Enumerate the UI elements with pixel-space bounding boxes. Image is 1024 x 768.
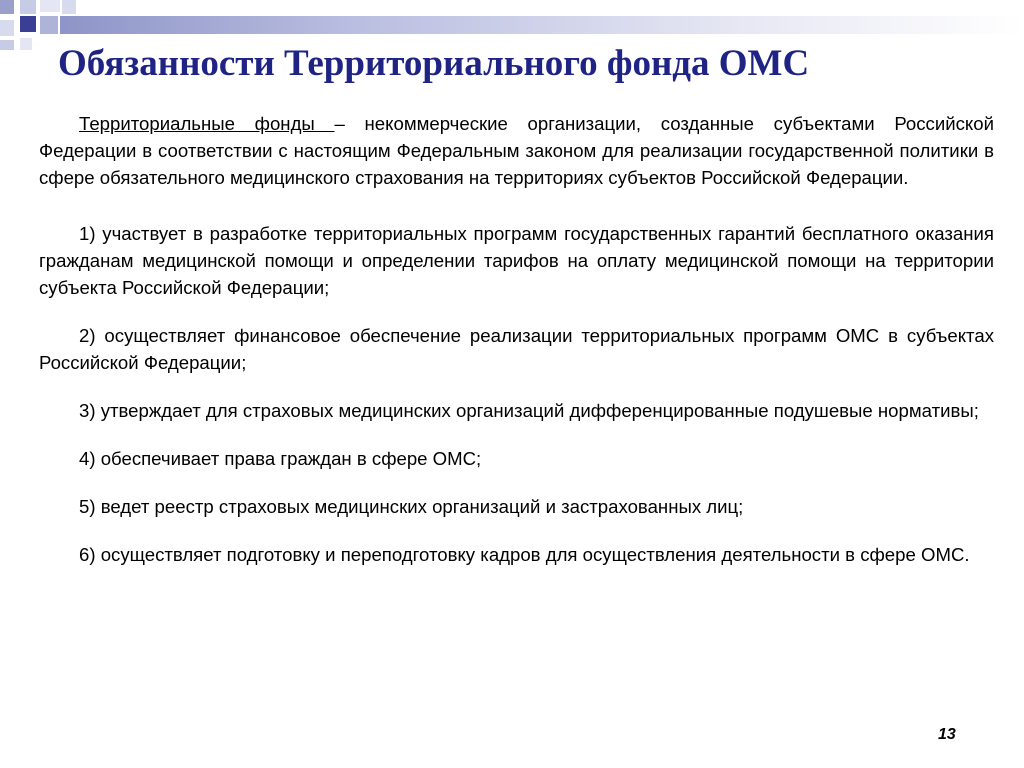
list-item: 3) утверждает для страховых медицинских организаций дифференцированные подушевые нормативы; bbox=[79, 400, 979, 421]
decor-square bbox=[0, 40, 14, 50]
slide-body bbox=[39, 110, 994, 589]
decor-square bbox=[20, 38, 32, 50]
decor-square bbox=[62, 0, 76, 14]
intro-text: – некоммерческие организации, созданные субъектами Российской Федерации в соответствии с настоящим Федеральным законом для реализации государственной политики в сфере обязательного медицинского страхования на территориях субъектов Российской Федерации. bbox=[39, 113, 994, 188]
decor-square bbox=[40, 16, 58, 34]
intro-term: Территориальные фонды bbox=[79, 113, 335, 134]
title-gradient-bar bbox=[60, 16, 1024, 34]
decor-square bbox=[20, 0, 36, 14]
page-number: 13 bbox=[938, 726, 956, 743]
decor-square bbox=[20, 16, 36, 32]
decor-square bbox=[40, 0, 60, 12]
intro-paragraph bbox=[39, 110, 994, 191]
decor-square bbox=[0, 20, 14, 36]
slide-title: Обязанности Территориального фонда ОМС bbox=[58, 43, 810, 84]
list-item: 1) участвует в разработке территориальных программ государственных гарантий бесплатного оказания гражданам медицинской помощи и определении тарифов на оплату медицинской помощи на территории субъекта Российской Федерации; bbox=[39, 223, 994, 298]
list-item: 5) ведет реестр страховых медицинских организаций и застрахованных лиц; bbox=[79, 496, 744, 517]
list-item: 6) осуществляет подготовку и переподготовку кадров для осуществления деятельности в сфере ОМС. bbox=[79, 544, 970, 565]
list-item: 2) осуществляет финансовое обеспечение реализации территориальных программ ОМС в субъектах Российской Федерации; bbox=[39, 325, 994, 373]
list-item: 4) обеспечивает права граждан в сфере ОМС; bbox=[79, 448, 482, 469]
decor-square bbox=[0, 0, 14, 14]
